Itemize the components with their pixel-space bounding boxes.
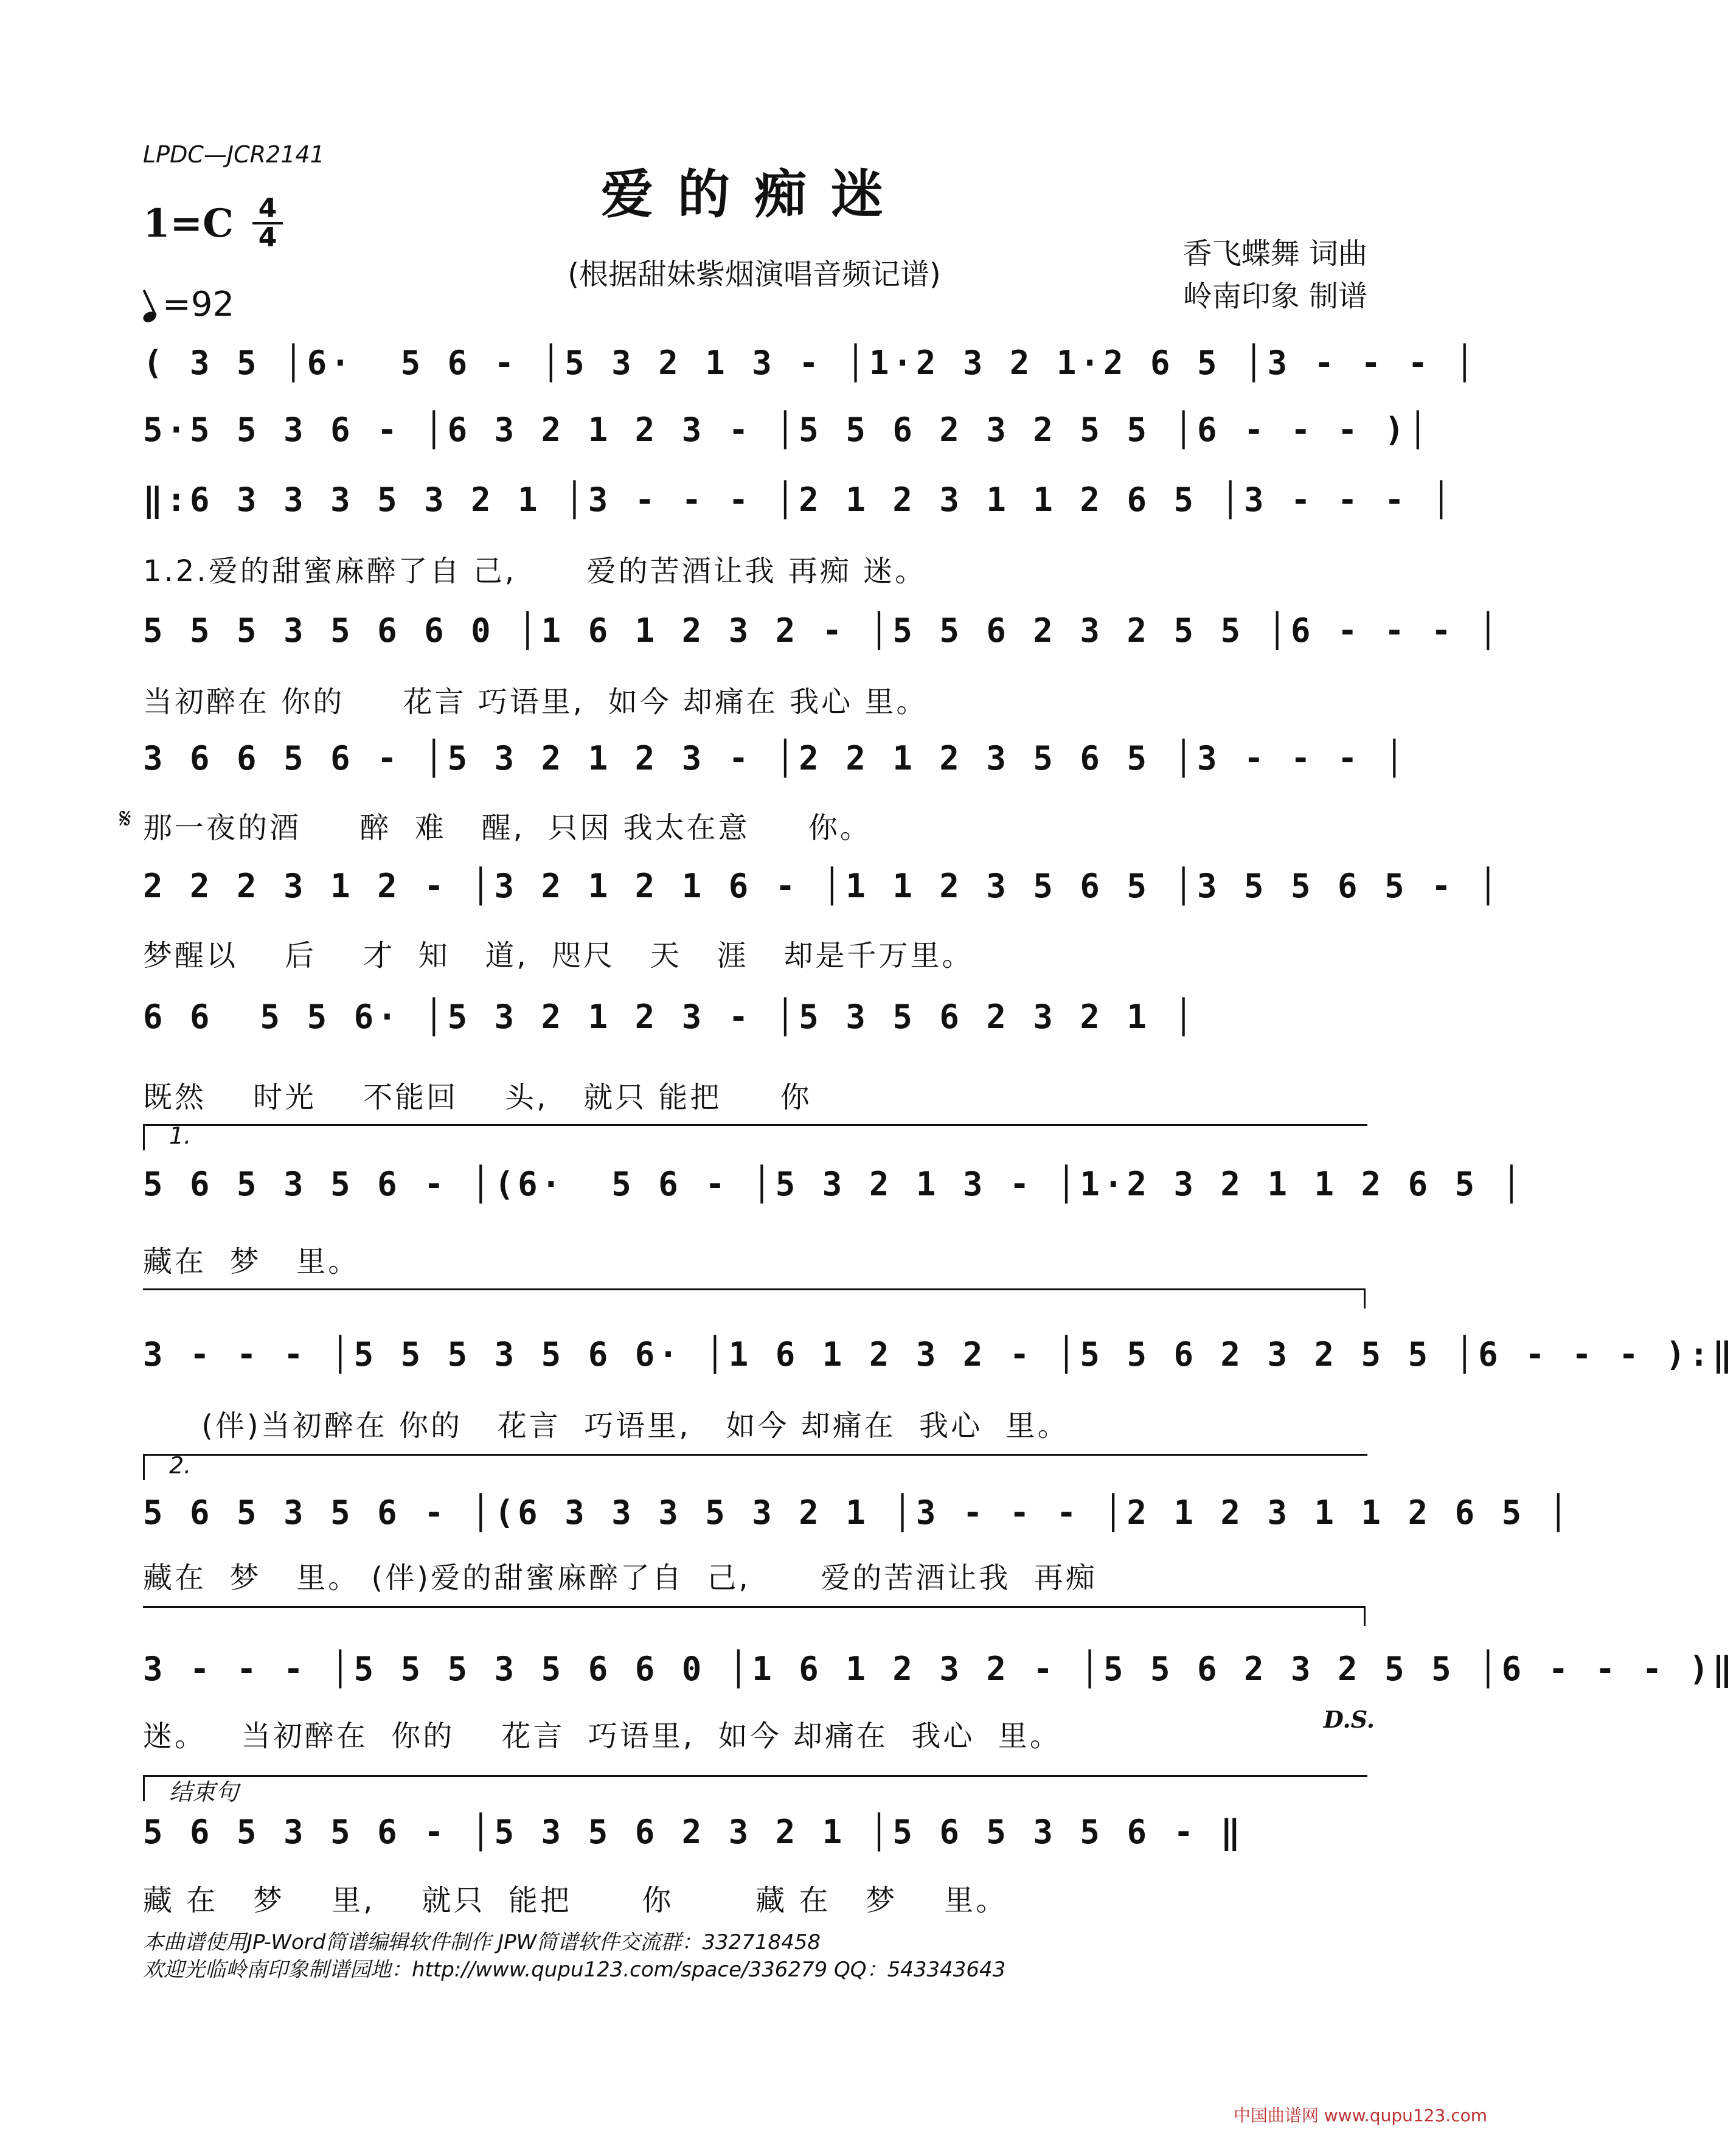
lyric-line: 当初醉在 你的 花言 巧语里, 如今 却痛在 我心 里。: [143, 685, 928, 719]
subtitle: (根据甜妹紫烟演唱音频记谱): [568, 257, 941, 291]
system-notes: 5 6 5 3 5 6 - │(6 3 3 3 5 3 2 1 │3 - - - │2 1 2 3 1 1 2 6 5 │: [143, 1493, 1572, 1532]
staff-system: [143, 1165, 1526, 1238]
lyric-line: 藏在 梦 里。 (伴)爱的甜蜜麻醉了自 己, 爱的苦酒让我 再痴: [143, 1561, 1097, 1595]
lyric-line: 藏在 梦 里。: [143, 1245, 360, 1279]
first-ending-bracket: [143, 1124, 1367, 1150]
system-notes: 3 - - - │5 5 5 3 5 6 6 0 │1 6 1 2 3 2 - │5 5 6 2 3 2 5 5 │6 - - - )‖: [143, 1650, 1736, 1688]
system-notes: 5 5 5 3 5 6 6 0 │1 6 1 2 3 2 - │5 5 6 2 3 2 5 5 │6 - - - │: [143, 611, 1502, 650]
coda-bracket: [143, 1775, 1367, 1806]
lyric-line: 既然 时光 不能回 头, 就只 能把 你: [143, 1080, 812, 1114]
first-ending-label: 1.: [169, 1122, 192, 1149]
tempo-marking: [143, 285, 234, 324]
tempo-value: =92: [162, 285, 235, 324]
score-code: LPDC—JCR2141: [143, 141, 325, 168]
staff-system: [143, 998, 1366, 1071]
time-signature-bottom: 4: [258, 222, 277, 253]
lyric-line: 藏 在 梦 里, 就只 能把 你 藏 在 梦 里。: [143, 1883, 1008, 1917]
lyric-line: 那一夜的酒 醉 难 醒, 只因 我太在意 你。: [143, 811, 872, 845]
system-notes: 5 6 5 3 5 6 - │5 3 5 6 2 3 2 1 │5 6 5 3 5 6 - ‖: [143, 1813, 1245, 1851]
staff-system: [143, 411, 1432, 484]
system-notes: 5·5 5 3 6 - │6 3 2 1 2 3 - │5 5 6 2 3 2 5 5 │6 - - - )│: [143, 411, 1432, 449]
staff-system: [143, 1650, 1736, 1723]
time-signature: [252, 193, 283, 253]
staff-system: [143, 344, 1479, 417]
lyric-line: 迷。 当初醉在 你的 花言 巧语里, 如今 却痛在 我心 里。: [143, 1719, 1061, 1753]
footer-line-1: 本曲谱使用JP-Word简谱编辑软件制作 JPW简谱软件交流群：332718458: [143, 1930, 821, 1955]
system-notes: 3 6 6 5 6 - │5 3 2 1 2 3 - │2 2 1 2 3 5 6 5 │3 - - - │: [143, 739, 1408, 777]
song-title: 爱的痴迷: [601, 164, 908, 225]
quarter-note-icon: [142, 310, 158, 324]
lyric-line: 1.2.爱的甜蜜麻醉了自 己, 爱的苦酒让我 再痴 迷。: [143, 554, 927, 588]
footer-line-2: 欢迎光临岭南印象制谱园地：http://www.qupu123.com/space/336279 QQ：543343643: [143, 1958, 1006, 1982]
segno-icon: 𝄋: [119, 802, 131, 835]
key-signature: 1=C: [143, 201, 234, 246]
second-ending-bracket: [143, 1454, 1367, 1480]
staff-system: [143, 1813, 1366, 1886]
system-notes: ‖:6 3 3 3 5 3 2 1 │3 - - - │2 1 2 3 1 1 2 6 5 │3 - - - │: [143, 481, 1455, 519]
staff-system: [143, 739, 1408, 812]
volta-continuation: [143, 1288, 1366, 1309]
system-notes: 6 6 5 5 6· │5 3 2 1 2 3 - │5 3 5 6 2 3 2 1 │: [143, 998, 1197, 1036]
lyric-line: 梦醒以 后 才 知 道, 咫尺 天 涯 却是千万里。: [143, 939, 974, 973]
system-notes: ( 3 5 │6· 5 6 - │5 3 2 1 3 - │1·2 3 2 1·2 6 5 │3 - - - │: [143, 344, 1479, 382]
staff-system: [143, 481, 1455, 554]
dal-segno-mark: D.S.: [1323, 1706, 1375, 1733]
system-notes: 3 - - - │5 5 5 3 5 6 6· │1 6 1 2 3 2 - │5 5 6 2 3 2 5 5 │6 - - - ):‖: [143, 1335, 1736, 1374]
notation-credit: 岭南印象 制谱: [1182, 279, 1367, 313]
second-ending-label: 2.: [169, 1452, 192, 1479]
volta-continuation: [143, 1606, 1366, 1626]
time-signature-top: 4: [258, 193, 277, 224]
lyricist-credit: 香飞蝶舞 词曲: [1182, 237, 1367, 271]
coda-label: 结束句: [169, 1779, 239, 1806]
staff-system: [143, 1335, 1736, 1408]
staff-system: [143, 867, 1502, 940]
system-notes: 5 6 5 3 5 6 - │(6· 5 6 - │5 3 2 1 3 - │1·2 3 2 1 1 2 6 5 │: [143, 1165, 1526, 1203]
system-notes: 2 2 2 3 1 2 - │3 2 1 2 1 6 - │1 1 2 3 5 6 5 │3 5 5 6 5 - │: [143, 867, 1502, 905]
staff-system: [143, 611, 1502, 684]
watermark: 中国曲谱网 www.qupu123.com: [1233, 2105, 1487, 2125]
lyric-line: (伴)当初醉在 你的 花言 巧语里, 如今 却痛在 我心 里。: [143, 1409, 1069, 1443]
